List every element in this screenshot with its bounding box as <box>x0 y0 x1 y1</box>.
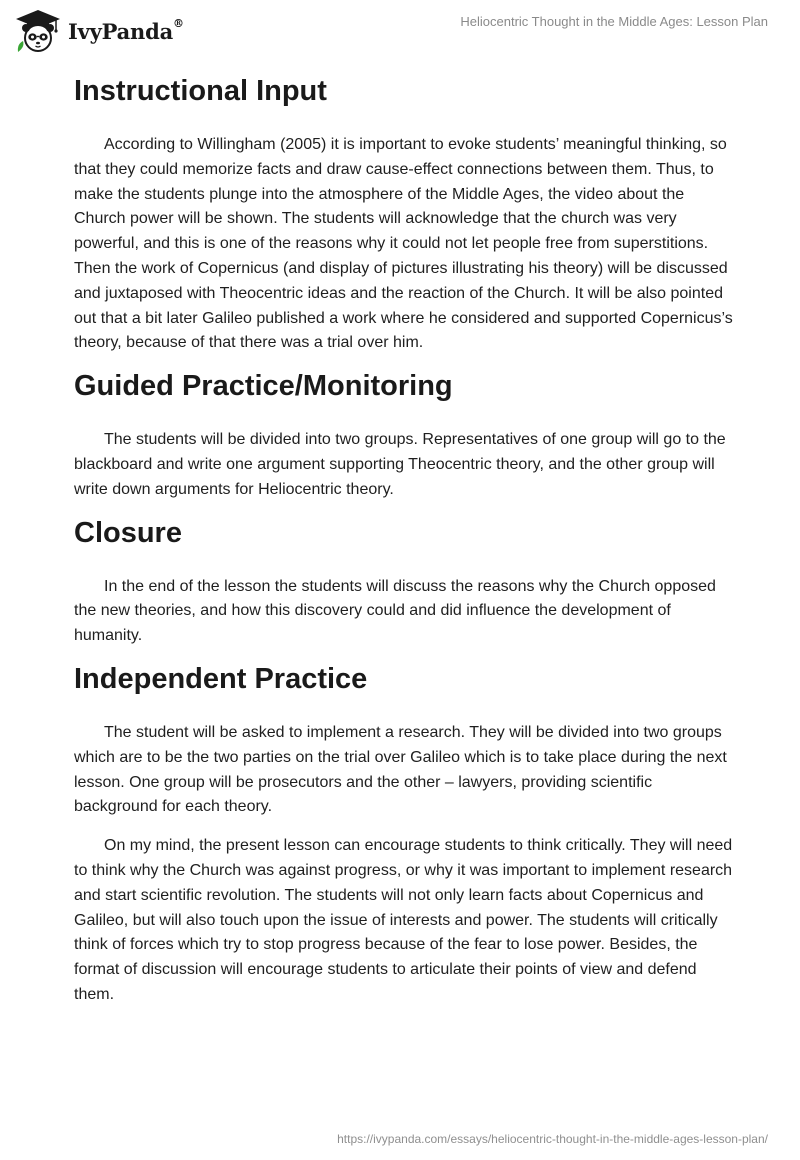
section-heading: Guided Practice/Monitoring <box>74 370 453 403</box>
section-closure <box>74 514 734 649</box>
section-guided-practice <box>74 367 734 502</box>
section-heading: Independent Practice <box>74 662 368 695</box>
panda-graduate-icon <box>14 8 62 54</box>
section-instructional-input <box>74 72 734 356</box>
essay-content <box>74 72 734 1008</box>
section-heading: Instructional Input <box>74 75 327 107</box>
ivypanda-logo[interactable] <box>14 8 184 54</box>
section-independent-practice <box>74 660 734 1008</box>
section-heading: Closure <box>74 516 182 549</box>
section-paragraph: In the end of the lesson the students will discuss the reasons why the Church opposed the new theories, and how this discovery could and did influence the development of humanity. <box>74 577 716 645</box>
section-paragraph: On my mind, the present lesson can encourage students to think critically. They will need to think why the Church was against progress, or why it was important to implement research and start scientific revolution. The students will not only learn facts about Copernicus and Galileo, but will also touch upon the issue of interests and power. The students will critically think of forces which try to stop progress because of the fear to lose power. Besides, the format of discussion will encourage students to articulate their points of view and defend them. <box>74 837 733 1003</box>
document-title: Heliocentric Thought in the Middle Ages: Lesson Plan <box>460 14 768 29</box>
page-header <box>0 0 800 70</box>
source-url-link[interactable]: https://ivypanda.com/essays/heliocentric-thought-in-the-middle-ages-lesson-plan/ <box>337 1132 768 1146</box>
section-paragraph: The student will be asked to implement a research. They will be divided into two groups which are to be the two parties on the trial over Galileo which is to take place during the next lesson. One group will be prosecutors and the other – lawyers, providing scientific background for each theory. <box>74 723 727 816</box>
section-paragraph: According to Willingham (2005) it is important to evoke students’ meaningful thinking, so that they could memorize facts and draw cause-effect connections between them. Thus, to make the students plunge into the atmosphere of the Middle Ages, the video about the Church power will be shown. The students will acknowledge that the church was very powerful, and this is one of the reasons why it could not let people free from superstitions. Then the work of Copernicus (and display of pictures illustrating his theory) will be discussed and juxtaposed with Theocentric ideas and the reaction of the Church. It will be also pointed out that a bit later Galileo published a work where he considered and supported Copernicus’s theory, because of that there was a trial over him. <box>74 136 733 352</box>
brand-name: IvyPanda® <box>68 16 184 44</box>
section-paragraph: The students will be divided into two groups. Representatives of one group will go to the blackboard and write one argument supporting Theocentric theory, and the other group will write down arguments for Heliocentric theory. <box>74 431 726 498</box>
registered-mark: ® <box>173 16 184 30</box>
